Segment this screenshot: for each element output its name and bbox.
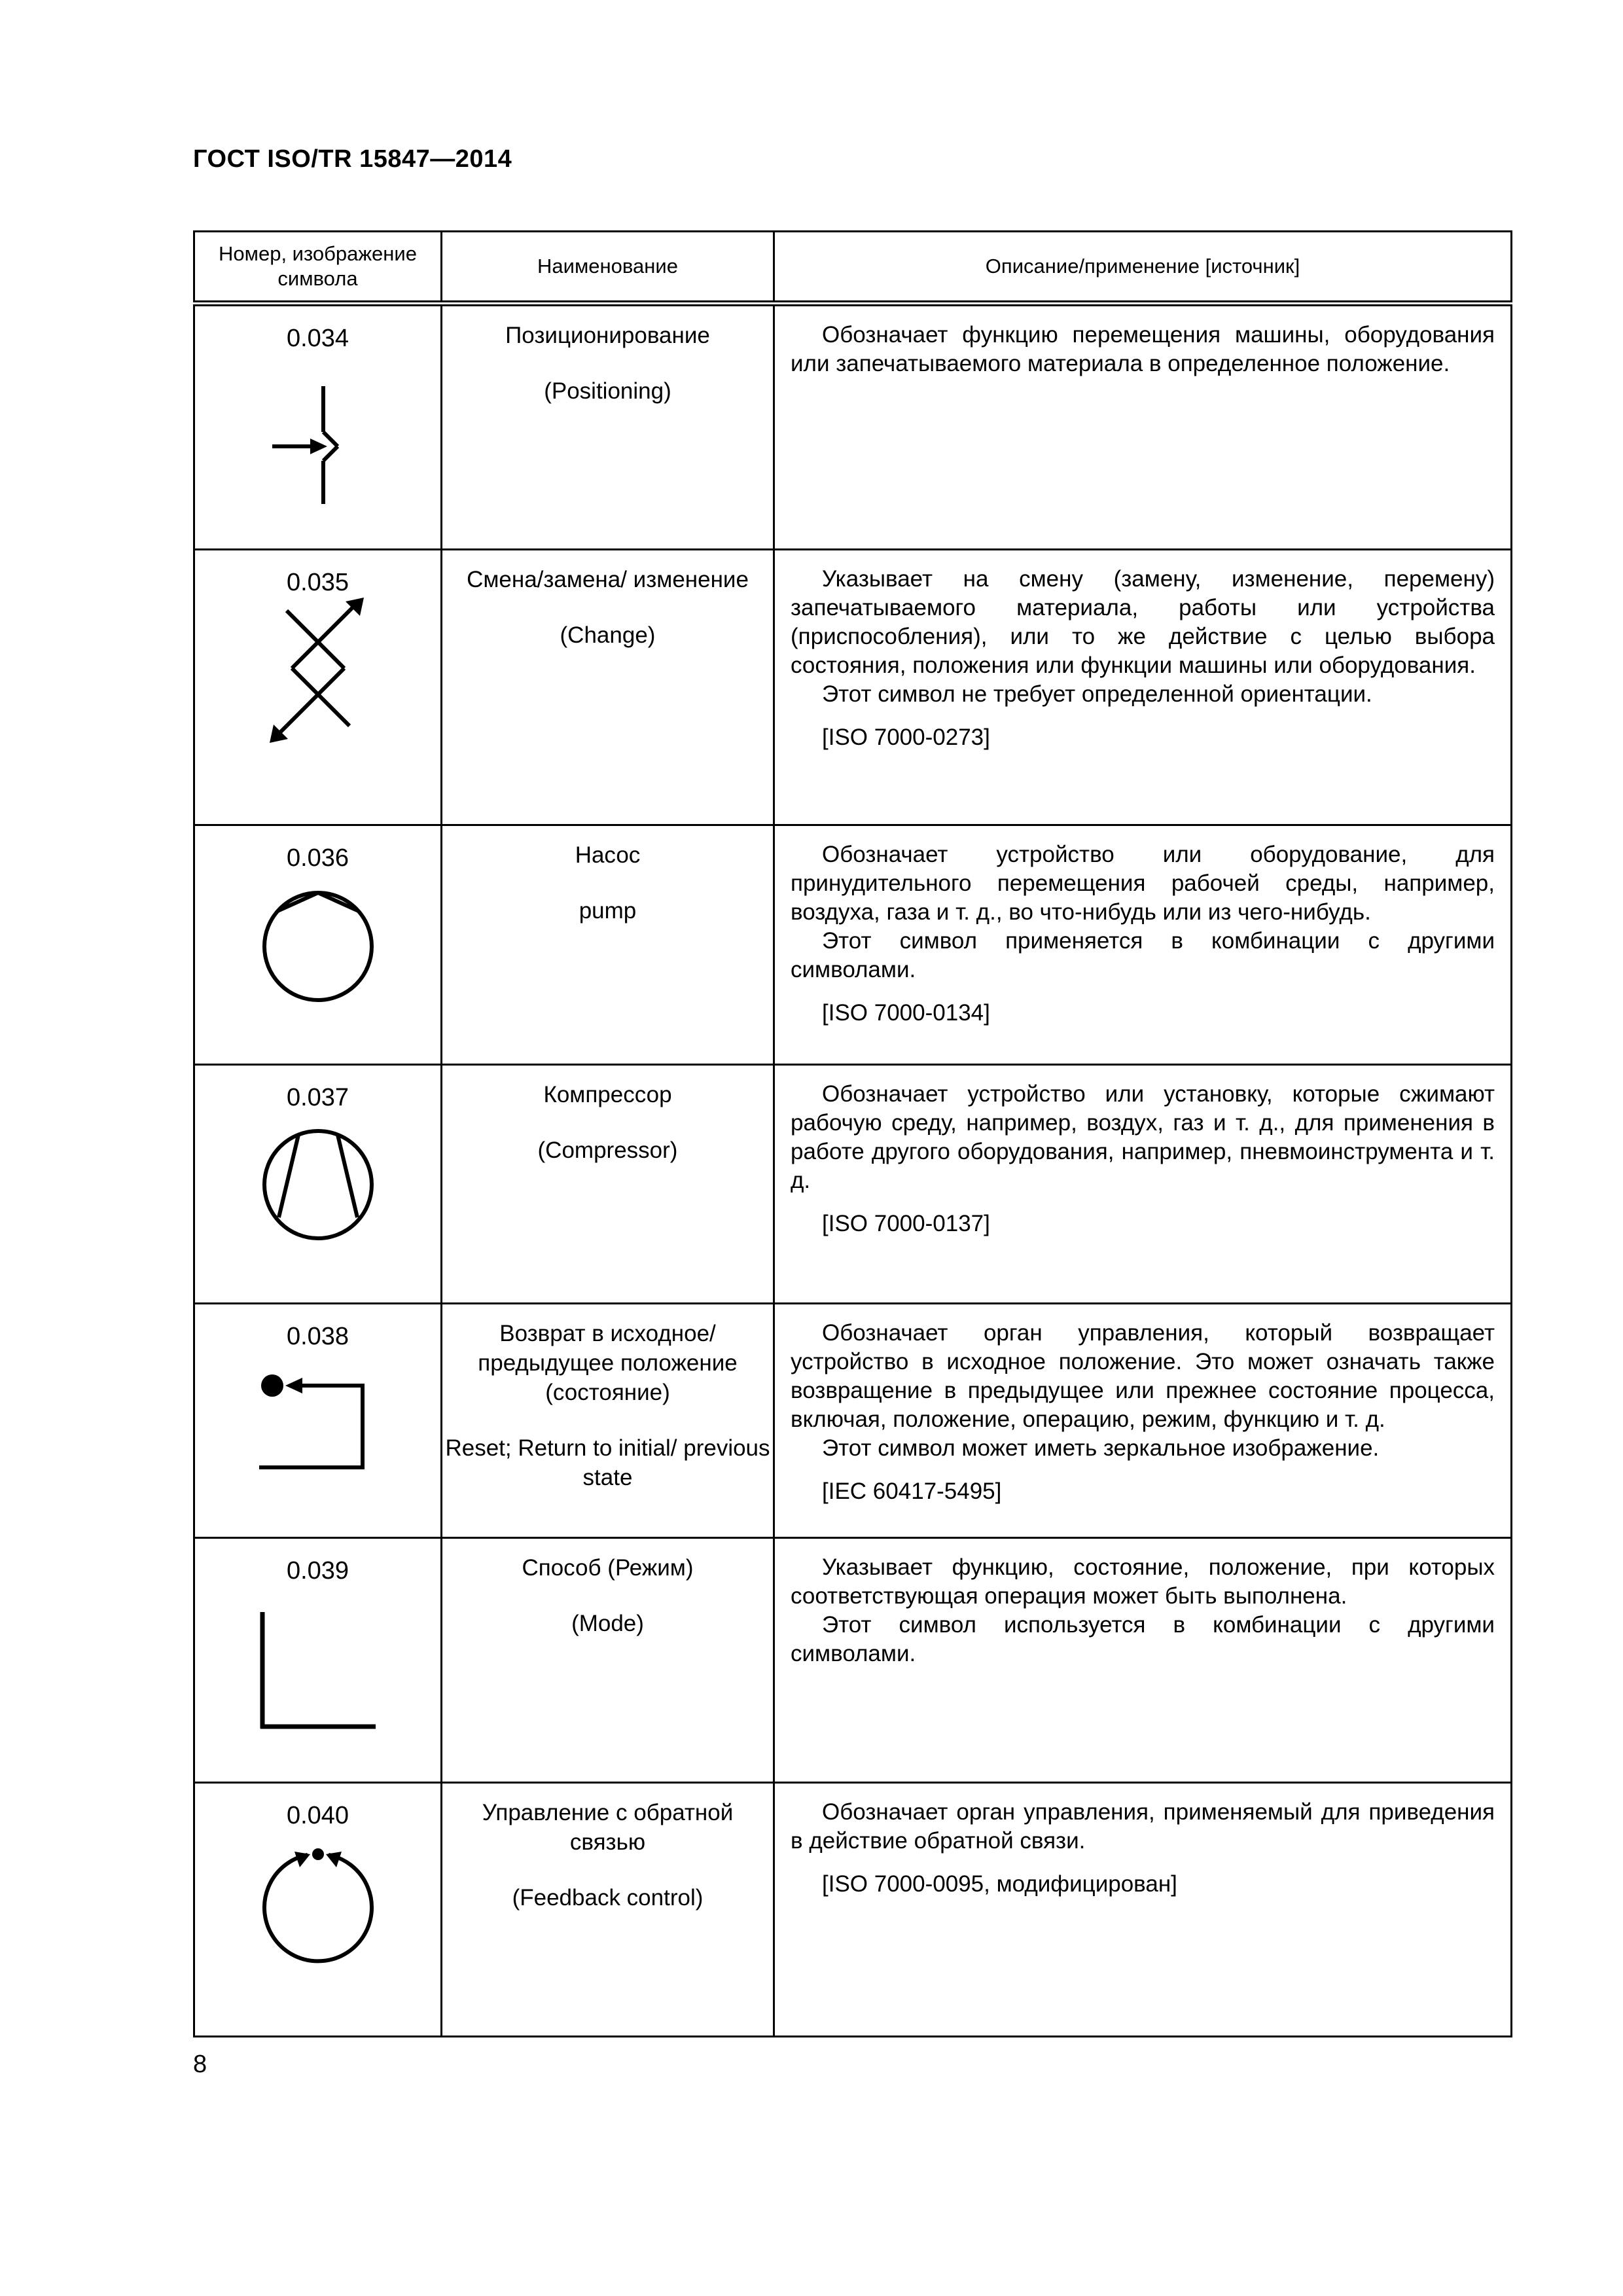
symbol-name-ru: Позиционирование: [505, 323, 710, 348]
symbol-name-ru: Компрессор: [543, 1082, 672, 1107]
symbol-name-cell: [442, 304, 774, 550]
symbol-description-cell: [774, 1304, 1512, 1538]
symbol-description: Обозначает устройство или установку, которые сжимают рабочую среду, например, воздух, газ и т. д., для применения в работе другого оборудования, например, пневмоинструмента и т. д.: [791, 1081, 1495, 1193]
symbol-number: 0.036: [286, 844, 349, 872]
symbol-cell: [194, 1065, 442, 1304]
symbol-description: Указывает функцию, состояние, положение, при которых соответствующая операция может быть выполнена.: [791, 1554, 1495, 1609]
symbol-description: Обозначает устройство или оборудование, для принудительного перемещения рабочей среды, например, воздуха, газа и т. д., во что-нибудь или из чего-нибудь.: [791, 842, 1495, 925]
symbol-source: [ISO 7000-0137]: [822, 1211, 990, 1236]
symbol-description-cell: [774, 825, 1512, 1065]
symbol-number: 0.034: [286, 325, 349, 352]
symbol-name-cell: [442, 1304, 774, 1538]
symbol-source: [ISO 7000-0134]: [822, 1000, 990, 1026]
symbol-name-cell: [442, 1065, 774, 1304]
table-row: [194, 1538, 1512, 1783]
symbol-cell: [194, 304, 442, 550]
symbol-description-cell: [774, 1783, 1512, 2037]
symbol-name-en: Reset; Return to initial/ previous state: [445, 1435, 770, 1490]
symbol-description-note: Этот символ не требует определенной ориентации.: [822, 681, 1372, 707]
symbol-name-en: (Positioning): [544, 378, 671, 404]
symbol-description: Обозначает функцию перемещения машины, оборудования или запечатываемого материала в определенное положение.: [791, 322, 1495, 376]
table-header-row: [194, 232, 1512, 304]
symbol-name-ru: Смена/замена/ изменение: [467, 567, 749, 592]
table-row: [194, 550, 1512, 825]
table-row: [194, 1783, 1512, 2037]
symbol-number: 0.038: [286, 1323, 349, 1350]
symbol-name-en: (Feedback control): [512, 1885, 704, 1910]
symbol-description-cell: [774, 1065, 1512, 1304]
symbol-description-cell: [774, 304, 1512, 550]
page-number: 8: [193, 2051, 207, 2078]
symbol-name-cell: [442, 1538, 774, 1783]
symbol-number: 0.040: [286, 1802, 349, 1829]
column-header-description: Описание/применение [источник]: [774, 232, 1512, 304]
reset-icon: [253, 1352, 383, 1482]
symbol-number: 0.035: [286, 569, 349, 596]
symbol-number: 0.037: [286, 1084, 349, 1111]
symbol-cell: [194, 1538, 442, 1783]
symbol-cell: [194, 1783, 442, 2037]
symbol-number: 0.039: [286, 1557, 349, 1585]
symbol-cell: [194, 825, 442, 1065]
symbol-description-cell: [774, 1538, 1512, 1783]
feedback-control-icon: [253, 1831, 383, 1981]
symbol-name-ru: Управление с обратной связью: [482, 1800, 734, 1855]
symbol-cell: [194, 1304, 442, 1538]
mode-icon: [253, 1586, 383, 1743]
table-row: [194, 304, 1512, 550]
symbol-description: Обозначает орган управления, который возвращает устройство в исходное положение. Это может означать также возвращение в предыдущее или прежнее состояние процесса, включая, положение, операцию, режим, функцию и т. д.: [791, 1320, 1495, 1432]
symbol-name-ru: Возврат в исходное/ предыдущее положение (состояние): [478, 1321, 738, 1405]
symbol-source: [IEC 60417-5495]: [822, 1479, 1002, 1504]
table-row: [194, 1304, 1512, 1538]
document-code-header: ГОСТ ISO/TR 15847—2014: [193, 145, 512, 173]
symbol-name-ru: Способ (Режим): [522, 1555, 694, 1581]
symbol-description-note: Этот символ может иметь зеркальное изображение.: [822, 1435, 1380, 1461]
symbol-description: Указывает на смену (замену, изменение, перемену) запечатываемого материала, работы или устройства (приспособления), или то же действие с целью выбора состояния, положения или функции машины или оборудования.: [791, 566, 1495, 678]
symbol-source: [ISO 7000-0273]: [822, 725, 990, 750]
column-header-name: Наименование: [442, 232, 774, 304]
symbol-description: Обозначает орган управления, применяемый для приведения в действие обратной связи.: [791, 1799, 1495, 1854]
symbol-name-en: pump: [579, 898, 637, 924]
symbol-name-cell: [442, 825, 774, 1065]
compressor-icon: [253, 1113, 383, 1250]
table-row: [194, 825, 1512, 1065]
positioning-icon: [253, 353, 383, 504]
symbol-name-ru: Насос: [575, 842, 641, 868]
symbol-description-cell: [774, 550, 1512, 825]
symbol-name-cell: [442, 1783, 774, 2037]
symbol-description-note: Этот символ применяется в комбинации с другими символами.: [791, 928, 1495, 982]
symbols-table: [193, 230, 1512, 2037]
symbol-name-en: (Mode): [571, 1611, 644, 1636]
pump-icon: [253, 873, 383, 1011]
symbol-cell: [194, 550, 442, 825]
table-row: [194, 1065, 1512, 1304]
symbol-description-note: Этот символ используется в комбинации с другими символами.: [791, 1612, 1495, 1666]
symbol-source: [ISO 7000-0095, модифицирован]: [822, 1871, 1177, 1897]
change-icon: [253, 598, 383, 755]
symbol-name-cell: [442, 550, 774, 825]
symbol-name-en: (Compressor): [537, 1138, 678, 1163]
symbol-name-en: (Change): [560, 622, 656, 648]
column-header-number: Номер, изображение символа: [194, 232, 442, 304]
